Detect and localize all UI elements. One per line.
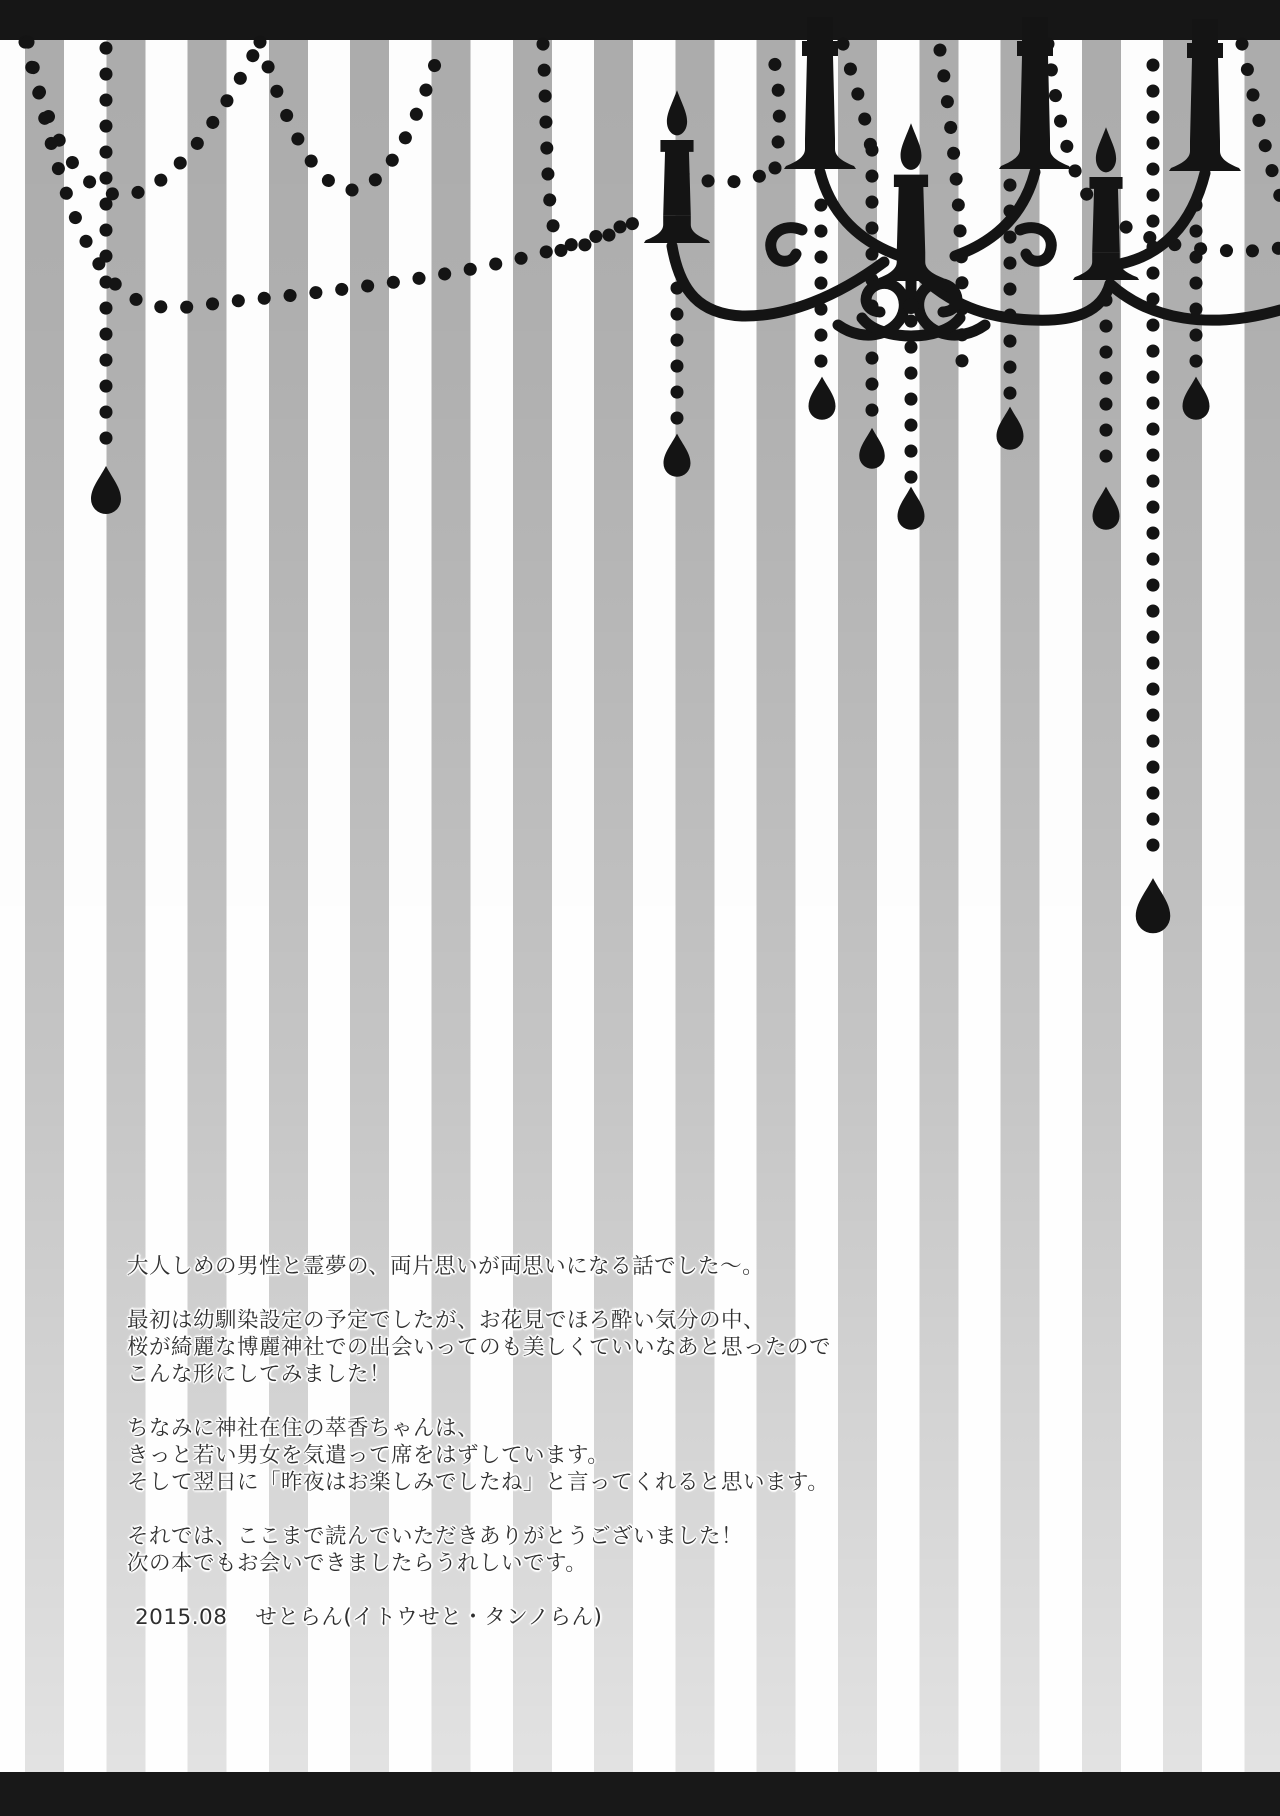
- afterword-paragraph: ちなみに神社在住の萃香ちゃんは、 きっと若い男女を気遣って席をはずしています。 そして翌日に「昨夜はお楽しみでしたね」と言ってくれると思います。: [127, 1416, 830, 1495]
- bead-garland: [25, 42, 1280, 372]
- chandelier-stem-knot: [903, 298, 919, 314]
- afterword-text: [127, 1253, 847, 1631]
- signature-credit: せとらん(イトウせと・タンノらん): [255, 1605, 603, 1630]
- afterword-paragraph: それでは、ここまで読んでいただきありがとうございました！ 次の本でもお会いできましたらうれしいです。: [127, 1524, 744, 1576]
- afterword-paragraph: 大人しめの男性と霊夢の、両片思いが両思いになる話でした～。: [127, 1254, 765, 1279]
- teardrop-bead: [91, 377, 1210, 934]
- signature-line: [127, 1604, 847, 1631]
- afterword-paragraph: 最初は幼馴染設定の予定でしたが、お花見でほろ酔い気分の中、 桜が綺麗な博麗神社での出会いってのも美しくていいなあと思ったので こんな形にしてみました！: [127, 1308, 832, 1387]
- chandelier-arms: [672, 172, 1280, 336]
- afterword-paragraphs: [127, 1253, 847, 1577]
- bottom-border: [0, 1772, 1280, 1816]
- signature-date: 2015.08: [135, 1605, 228, 1630]
- top-border: [0, 0, 1280, 40]
